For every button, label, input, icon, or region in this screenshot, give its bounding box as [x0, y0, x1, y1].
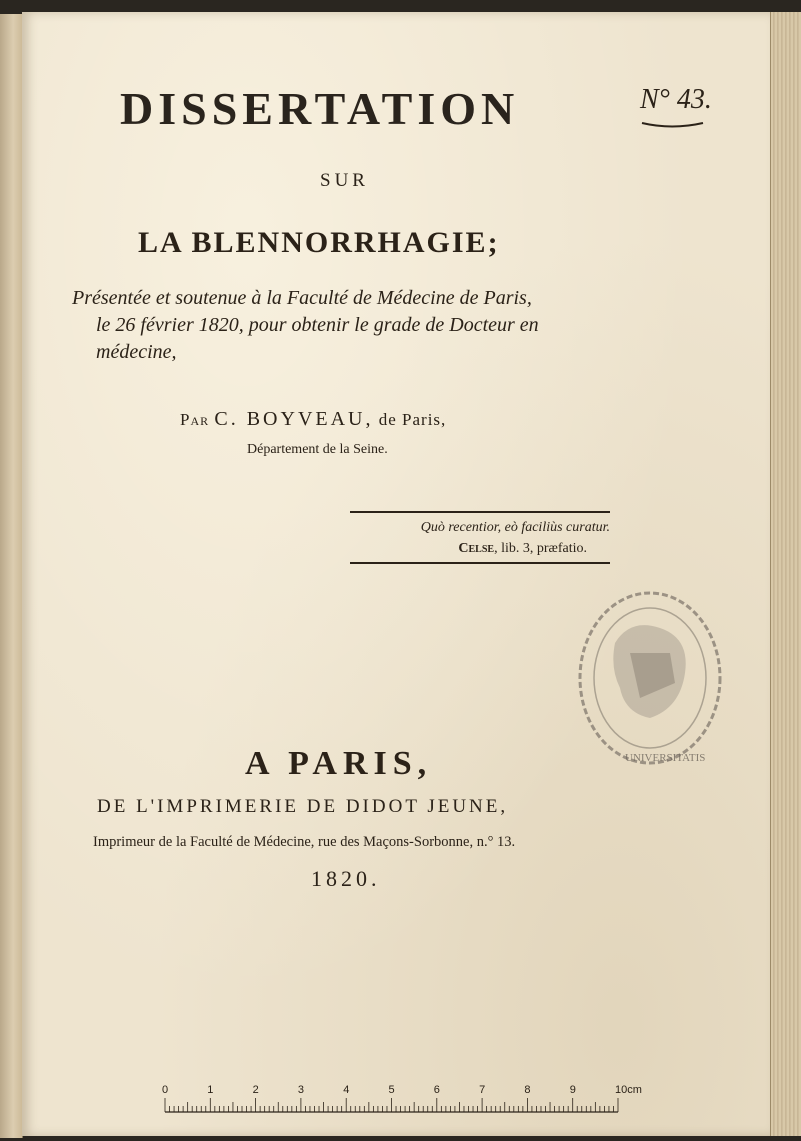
ruler-label: 3: [297, 1084, 305, 1096]
number-underline-flourish: [640, 120, 705, 130]
ruler-label: 5: [388, 1084, 395, 1096]
epigraph-rule-bottom: [350, 562, 610, 564]
ruler-label: 1: [207, 1084, 214, 1096]
description-line-3: médecine,: [96, 341, 177, 363]
stamp-text: UNIVERSITATIS: [625, 752, 706, 764]
epigraph-reference: , lib. 3, præfatio.: [494, 541, 587, 556]
epigraph-citation: [355, 541, 587, 557]
author-name: C. BOYVEAU,: [214, 408, 374, 430]
title-page: [22, 12, 770, 1136]
subtitle-sur: SUR: [320, 170, 369, 191]
ruler-label: 6: [433, 1084, 440, 1096]
description-line-1: Présentée et soutenue à la Faculté de Médecine de Paris,: [72, 287, 532, 309]
scale-ruler: [160, 1082, 642, 1114]
ruler-label: 2: [252, 1084, 259, 1096]
epigraph-quote: Quò recentior, eò faciliùs curatur.: [420, 520, 610, 535]
left-page-edge: [0, 14, 23, 1138]
author-par: Par: [180, 410, 210, 429]
ruler-label: 0: [162, 1084, 169, 1096]
imprint-address: Imprimeur de la Faculté de Médecine, rue des Maçons-Sorbonne, n.° 13.: [93, 834, 516, 850]
description-line-2: le 26 février 1820, pour obtenir le grade de Docteur en: [96, 314, 539, 336]
imprint-year: 1820.: [311, 866, 381, 891]
imprint-printer: DE L'IMPRIMERIE DE DIDOT JEUNE,: [97, 796, 509, 817]
epigraph-author: Celse: [458, 541, 495, 556]
dissertation-number: N° 43.: [640, 84, 712, 115]
dissertation-subject: LA BLENNORRHAGIE;: [138, 226, 500, 259]
ruler-ticks: [165, 1098, 618, 1112]
imprint-city: A PARIS,: [245, 745, 433, 782]
dissertation-description: [72, 285, 632, 366]
page-title: DISSERTATION: [120, 83, 520, 134]
library-stamp: [570, 583, 735, 783]
author-line: [180, 408, 446, 431]
ruler-label: 8: [524, 1084, 531, 1096]
ruler-labels: [162, 1084, 642, 1096]
author-department: Département de la Seine.: [247, 442, 388, 457]
ruler-label: 7: [479, 1084, 486, 1096]
ruler-label: 10cm: [615, 1084, 642, 1096]
book-fore-edge: [770, 12, 801, 1136]
author-origin: de Paris,: [378, 410, 447, 429]
ruler-label: 4: [343, 1084, 350, 1096]
epigraph-rule-top: [350, 511, 610, 513]
ruler-label: 9: [569, 1084, 576, 1096]
